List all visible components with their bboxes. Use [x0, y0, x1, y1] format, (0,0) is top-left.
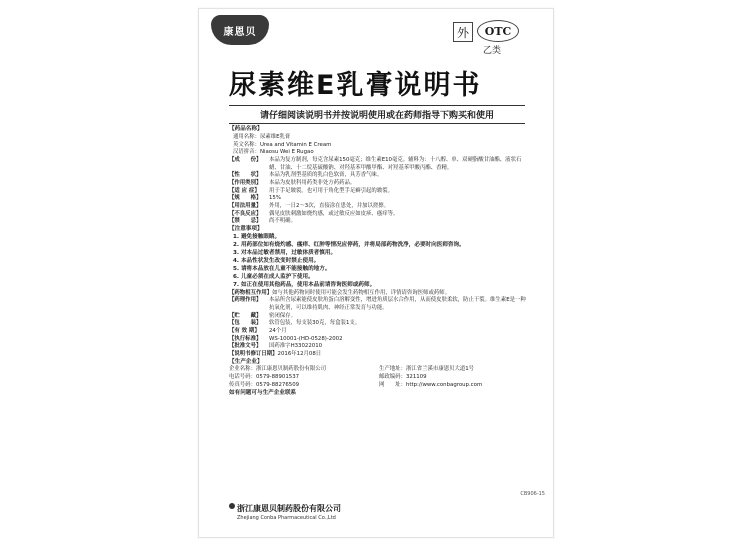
instruction-leaflet: [198, 8, 554, 538]
field-indications: 【适 应 症】 用于手足皲裂。也可用于角化型手足癣引起的皲裂。: [229, 187, 393, 194]
section-manufacturer: 【生产企业】: [229, 358, 263, 365]
field-ingredients: 【成 份】 本品为复方制剂，每克含尿素150毫克；维生素E10毫克。辅料为：十八醇、单、双硬脂酸甘油酯、液状石蜡、甘油、十二烷基硫酸钠、对羟基苯甲酸甲酯、对羟基苯甲酸丙酯、香精。: [229, 156, 522, 171]
otc-class: 乙类: [483, 46, 502, 56]
company-website: 网 址：http://www.conbagroup.com: [379, 381, 483, 388]
otc-badge: OTC: [477, 20, 519, 42]
footer-company: 浙江康恩贝制药股份有限公司: [237, 504, 341, 513]
footer-company-en: Zhejiang Conba Pharmaceutical Co.,Ltd: [237, 515, 336, 521]
document-title: 尿素维E乳膏说明书: [229, 70, 482, 101]
field-specification: 【规 格】 15%: [229, 195, 281, 202]
field-interactions: 【药物相互作用】 如与其他药物同时使用可能会发生药物相互作用，详情请咨询医师或药师。: [229, 289, 451, 296]
english-name: 英文名称：Urea and Vitamin E Cream: [233, 141, 332, 148]
manufacturer-row: [229, 374, 529, 382]
precaution-item: 2. 用药部位如有烧灼感、瘙痒、红肿等情况应停药，并将局部药物洗净，必要时向医师咨询。: [233, 241, 465, 248]
field-adverse-reactions: 【不良反应】 偶见皮肤刺激如烧灼感，或过敏反应如皮疹、瘙痒等。: [229, 210, 399, 217]
precaution-item: 6. 儿童必须在成人监护下使用。: [233, 273, 314, 280]
precaution-item: 7. 如正在使用其他药品，使用本品前请咨询医师或药师。: [233, 281, 376, 288]
section-precautions: 【注意事项】: [229, 226, 263, 232]
field-storage: 【贮 藏】 密闭保存。: [229, 312, 296, 319]
field-package: 【包 装】 软管包装，每支装30克，每盒装1支。: [229, 320, 361, 327]
company-fax: 传真号码：0579-88276509: [229, 381, 300, 388]
manufacturer-row: [229, 366, 529, 374]
field-revision-date: 【说明书修订日期】 2016年12月08日: [229, 350, 322, 357]
company-address: 生产地址：浙江省兰溪市康恩贝大道1号: [379, 366, 475, 373]
precaution-item: 1. 避免接触眼睛。: [233, 233, 281, 240]
field-validity: 【有 效 期】 24个月: [229, 327, 287, 334]
section-drug-name: 【药品名称】: [229, 126, 263, 132]
company-name: 企业名称：浙江康恩贝制药股份有限公司: [229, 366, 327, 373]
leaflet-body: [229, 126, 529, 397]
company-logo: [211, 15, 269, 45]
field-approval: 【批准文号】 国药准字H33022010: [229, 343, 323, 350]
company-postcode: 邮政编码：321109: [379, 374, 427, 381]
field-contraindications: 【禁 忌】 尚不明确。: [229, 218, 296, 225]
manufacturer-row: [229, 382, 529, 390]
precaution-item: 5. 请将本品放在儿童不能接触的地方。: [233, 265, 331, 272]
field-dosage: 【用法用量】 外用，一日2～3次，直接涂在患处，并加以搓擦。: [229, 202, 390, 209]
print-code: CB906-15: [520, 491, 545, 497]
field-standard: 【执行标准】 WS-10001-(HD-0528)-2002: [229, 335, 343, 342]
company-mark-icon: [229, 503, 235, 509]
document-subtitle: 请仔细阅读说明书并按说明使用或在药师指导下购买和使用: [229, 105, 525, 124]
logo-text: 康恩贝: [223, 26, 257, 38]
field-appearance: 【性 状】 本品为乳剂型基质的乳白色软膏，具芳香气味。: [229, 172, 383, 179]
precaution-item: 4. 本品性状发生改变时禁止使用。: [233, 257, 320, 264]
field-category: 【作用类别】 本品为皮肤科用药类非处方药药品。: [229, 179, 356, 186]
contact-note: 如有问题可与生产企业联系: [229, 389, 297, 396]
pinyin-name: 汉语拼音：Niaosu Wei E Rugao: [233, 149, 314, 156]
company-phone: 电话号码：0579-88901537: [229, 374, 300, 381]
generic-name: 通用名称：尿素维E乳膏: [233, 133, 291, 140]
external-use-mark: 外: [453, 22, 473, 42]
precaution-item: 3. 对本品过敏者禁用，过敏体质者慎用。: [233, 249, 337, 256]
field-pharmacology: 【药理作用】 本品所含尿素能使皮肤角蛋白溶解变性，增进角质层水合作用，从而使皮肤柔软，防止干裂。维生素E是一种抗氧化剂，可以维持肌肉、神经正常发育与功能。: [229, 297, 526, 311]
